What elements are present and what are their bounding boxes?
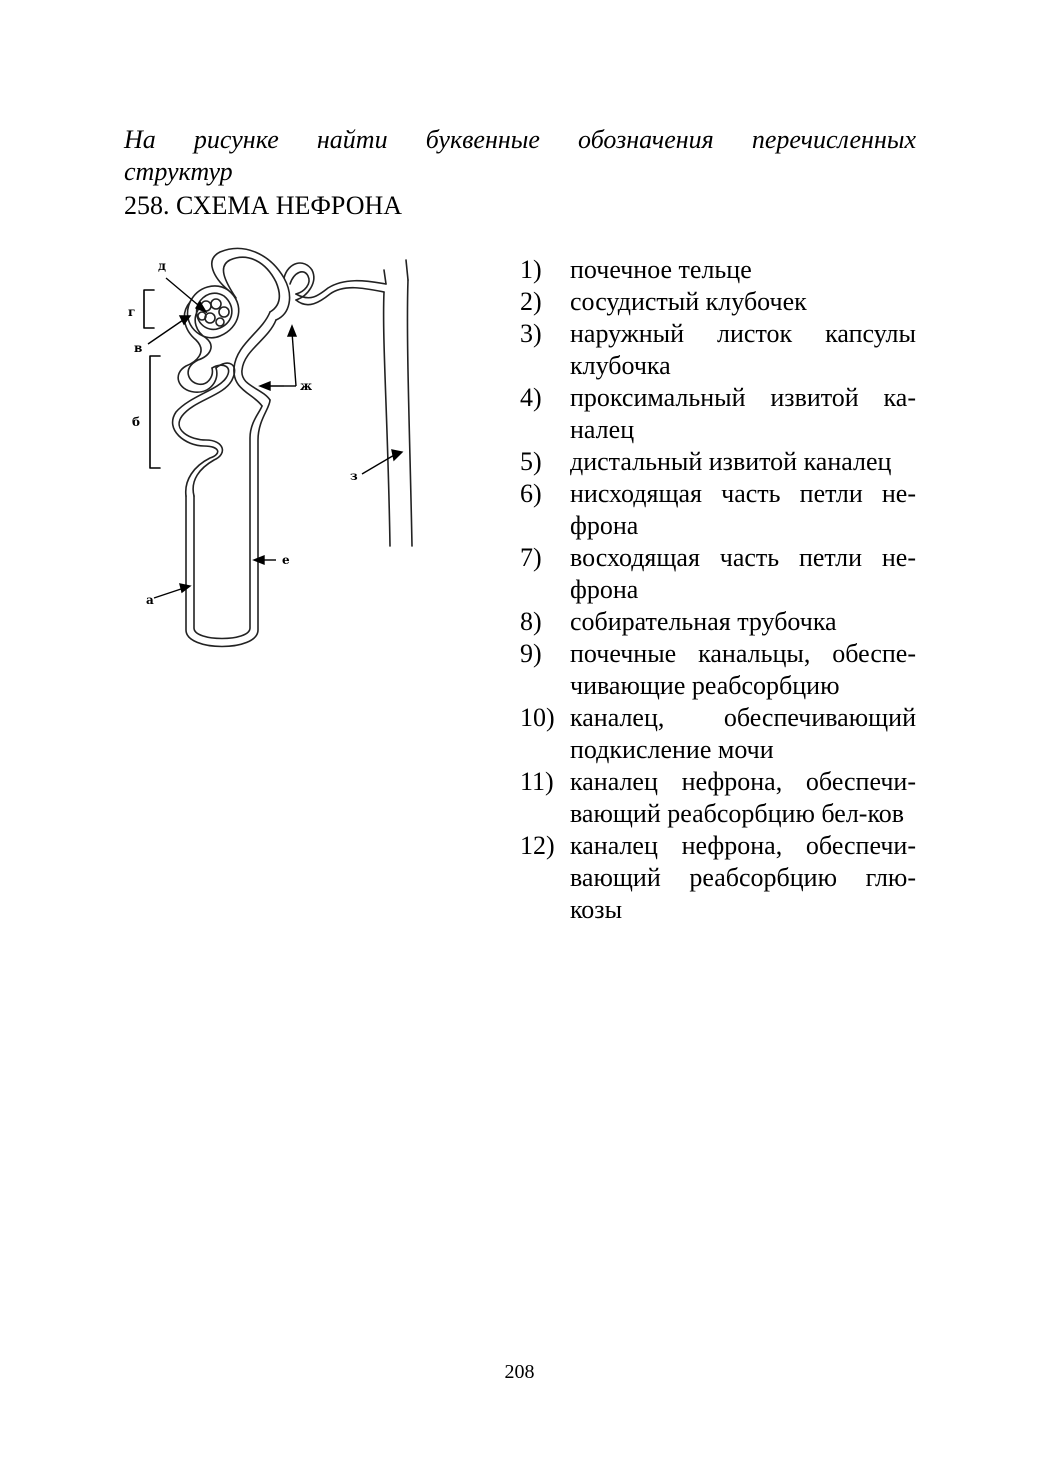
item-text: каналец нефрона, обеспечи-вающий реабсорбцию глю-козы: [570, 831, 916, 924]
item-text: почечное тельце: [570, 255, 752, 284]
item-number: 7): [520, 543, 542, 572]
item-number: 1): [520, 255, 542, 284]
nephron-diagram: [124, 240, 444, 660]
item-number: 8): [520, 607, 542, 636]
item-number: 10): [520, 703, 555, 732]
instruction-line-2: структур: [124, 157, 233, 186]
bracket-g: [144, 290, 154, 328]
list-item: [520, 286, 916, 318]
page-number: 208: [504, 1361, 535, 1383]
item-number: 5): [520, 447, 542, 476]
list-item: [520, 702, 916, 766]
item-number: 3): [520, 319, 542, 348]
label-g: г: [128, 305, 136, 319]
collecting-duct-wall-left: [384, 292, 390, 546]
label-z: з: [350, 469, 358, 483]
item-text: сосудистый клубочек: [570, 287, 807, 316]
descending-limb-outer: [186, 400, 270, 647]
item-number: 9): [520, 639, 542, 668]
item-number: 4): [520, 383, 542, 412]
answer-list: [520, 254, 916, 926]
list-item: [520, 766, 916, 830]
list-item: [520, 478, 916, 542]
list-item: [520, 446, 916, 478]
glomerulus-loops: [198, 299, 229, 326]
list-item: [520, 606, 916, 638]
instruction-line-1: На рисунке найти буквенные обозначения перечисленных: [124, 125, 916, 154]
label-d: д: [158, 259, 166, 273]
item-number: 12): [520, 831, 555, 860]
section-heading: 258. СХЕМА НЕФРОНА: [124, 191, 403, 220]
list-item: [520, 254, 916, 286]
item-text: наружный листок капсулы клубочка: [570, 319, 916, 380]
descending-limb-inner: [194, 406, 262, 639]
label-zh: ж: [300, 379, 313, 393]
item-number: 11): [520, 767, 554, 796]
item-number: 6): [520, 479, 542, 508]
item-text: почечные канальцы, обеспе-чивающие реабсорбцию: [570, 639, 916, 700]
item-number: 2): [520, 287, 542, 316]
label-a: а: [146, 593, 154, 607]
collecting-duct-wall-right: [407, 280, 412, 546]
label-v: в: [134, 341, 143, 355]
item-text: каналец, обеспечивающий подкисление мочи: [570, 703, 916, 764]
label-b: б: [132, 415, 141, 429]
list-item: [520, 382, 916, 446]
list-item: [520, 318, 916, 382]
item-text: проксимальный извитой ка-налец: [570, 383, 916, 444]
list-item: [520, 542, 916, 606]
bracket-b: [150, 356, 160, 468]
list-item: [520, 638, 916, 702]
item-text: каналец нефрона, обеспечи-вающий реабсорбцию бел-ков: [570, 767, 916, 828]
list-item: [520, 830, 916, 926]
item-text: дистальный извитой каналец: [570, 447, 892, 476]
label-e: е: [282, 553, 290, 567]
item-text: собирательная трубочка: [570, 607, 837, 636]
item-text: нисходящая часть петли не-фрона: [570, 479, 916, 540]
item-text: восходящая часть петли не-фрона: [570, 543, 916, 604]
